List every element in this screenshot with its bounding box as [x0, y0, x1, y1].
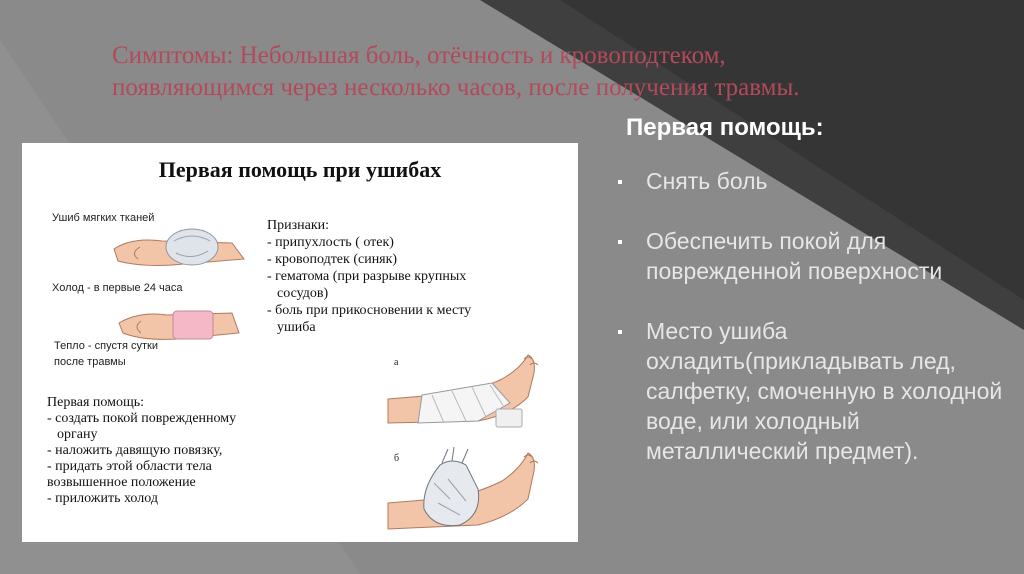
card-first-aid-line: - создать покой поврежденному	[47, 411, 237, 426]
card-first-aid-title: Первая помощь:	[47, 395, 145, 410]
signs-block	[267, 217, 557, 336]
signs-line: - припухлость ( отек)	[267, 235, 394, 250]
cold-pack-illustration	[112, 225, 247, 273]
signs-line: - гематома (при разрыве крупных	[267, 269, 467, 284]
first-aid-item-text: Обеспечить покой для поврежденной поверхности	[646, 228, 943, 284]
label-warm-line1: Тепло - спустя сутки	[54, 340, 158, 352]
card-first-aid-block	[47, 395, 337, 507]
signs-line: сосудов)	[277, 286, 329, 301]
first-aid-item-text: Место ушиба охладить(прикладывать лед, салфетку, смоченную в холодной воде, или холодный металлический предмет).	[646, 318, 1003, 464]
bandaged-foot-illustration	[382, 349, 542, 433]
label-cold: Холод - в первые 24 часа	[52, 282, 183, 294]
first-aid-image	[22, 143, 578, 542]
signs-line: - кровоподтек (синяк)	[267, 252, 398, 267]
first-aid-heading: Первая помощь:	[626, 114, 824, 141]
card-first-aid-line: - наложить давящую повязку,	[47, 443, 223, 458]
bullet-icon	[618, 330, 622, 334]
card-first-aid-line: - приложить холод	[47, 491, 158, 506]
signs-title: Признаки:	[267, 218, 330, 233]
label-warm-line2: после травмы	[54, 356, 126, 368]
figure-label-b: б	[394, 453, 400, 464]
first-aid-item-text: Снять боль	[646, 168, 768, 194]
first-aid-item	[618, 166, 1008, 196]
bullet-icon	[618, 180, 622, 184]
card-first-aid-line: органу	[57, 427, 98, 442]
card-first-aid-line: возвышенное положение	[47, 475, 196, 490]
ice-bag-foot-illustration	[382, 443, 542, 535]
first-aid-item	[618, 226, 1008, 286]
signs-line: ушиба	[277, 320, 316, 335]
bullet-icon	[618, 240, 622, 244]
first-aid-item	[618, 316, 1008, 466]
symptoms-text: Симптомы: Небольшая боль, отёчность и кровоподтеком, появляющимся через несколько часов, после получения травмы.	[112, 42, 800, 101]
label-soft-tissue: Ушиб мягких тканей	[52, 212, 155, 224]
signs-line: - боль при прикосновении к месту	[267, 303, 472, 318]
first-aid-list	[618, 166, 1008, 466]
card-first-aid-line: - придать этой области тела	[47, 459, 212, 474]
figure-label-a: а	[394, 357, 399, 368]
card-title: Первая помощь при ушибах	[158, 157, 442, 182]
